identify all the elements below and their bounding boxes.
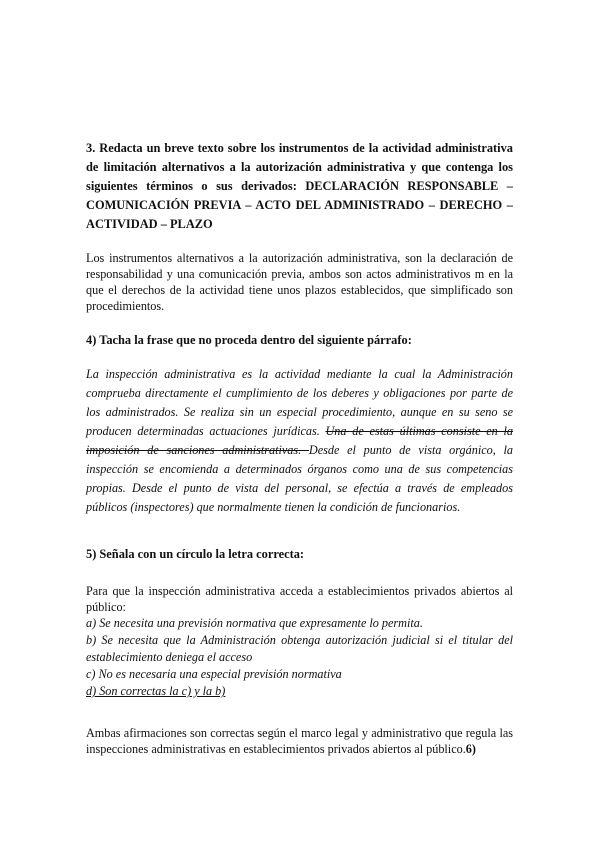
- paragraph-text-after: Desde el punto de vista orgánico, la inspección se encomienda a determinados órganos como una de sus competencias propias. Desde el punto de vista del personal, se efectúa a través de empleados públicos (inspectores) que normalmente tienen la condición de funcionarios.: [86, 443, 513, 514]
- question-4-paragraph: [86, 365, 513, 517]
- question-4-heading: 4) Tacha la frase que no proceda dentro del siguiente párrafo:: [86, 333, 412, 347]
- option-b: b) Se necesita que la Administración obtenga autorización judicial si el titular del establecimiento deniega el acceso: [86, 633, 513, 664]
- struck-sentence: Una de estas últimas consiste en la imposición de sanciones administrativas.: [86, 424, 513, 457]
- paragraph-text-before: La inspección administrativa es la actividad mediante la cual la Administración comprueba directamente el cumplimiento de los deberes y obligaciones por parte de los administrados. Se realiza sin un especial procedimiento, aunque en su seno se producen determinadas actuaciones jurídicas.: [86, 367, 513, 438]
- question-5-intro: Para que la inspección administrativa acceda a establecimientos privados abiertos al público:: [86, 584, 513, 614]
- question-5-closing: [86, 725, 513, 757]
- question-5-heading: 5) Señala con un círculo la letra correcta:: [86, 547, 305, 561]
- next-question-number: 6): [465, 742, 476, 756]
- question-3-heading: 3. Redacta un breve texto sobre los instrumentos de la actividad administrativa de limitación alternativos a la autorización administrativa y que contenga los siguientes términos o sus derivados: DECLARACIÓN RESPONSABLE – COMUNICACIÓN PREVIA – ACTO DEL ADMINISTRADO – DERECHO – ACTIVIDAD – PLAZO: [86, 141, 513, 231]
- question-3-answer: Los instrumentos alternativos a la autorización administrativa, son la declaración de responsabilidad y una comunicación previa, ambos son actos administrativos m en la que el derechos de la actividad tiene unos plazos establecidos, que simplificado son procedimientos.: [86, 251, 513, 313]
- closing-text: Ambas afirmaciones son correctas según el marco legal y administrativo que regula las inspecciones administrativas en establecimientos privados abiertos al público.: [86, 726, 513, 756]
- option-c: c) No es necesaria una especial previsión normativa: [86, 667, 342, 681]
- option-d-selected: d) Son correctas la c) y la b): [86, 684, 226, 698]
- option-a: a) Se necesita una previsión normativa que expresamente lo permita.: [86, 616, 423, 630]
